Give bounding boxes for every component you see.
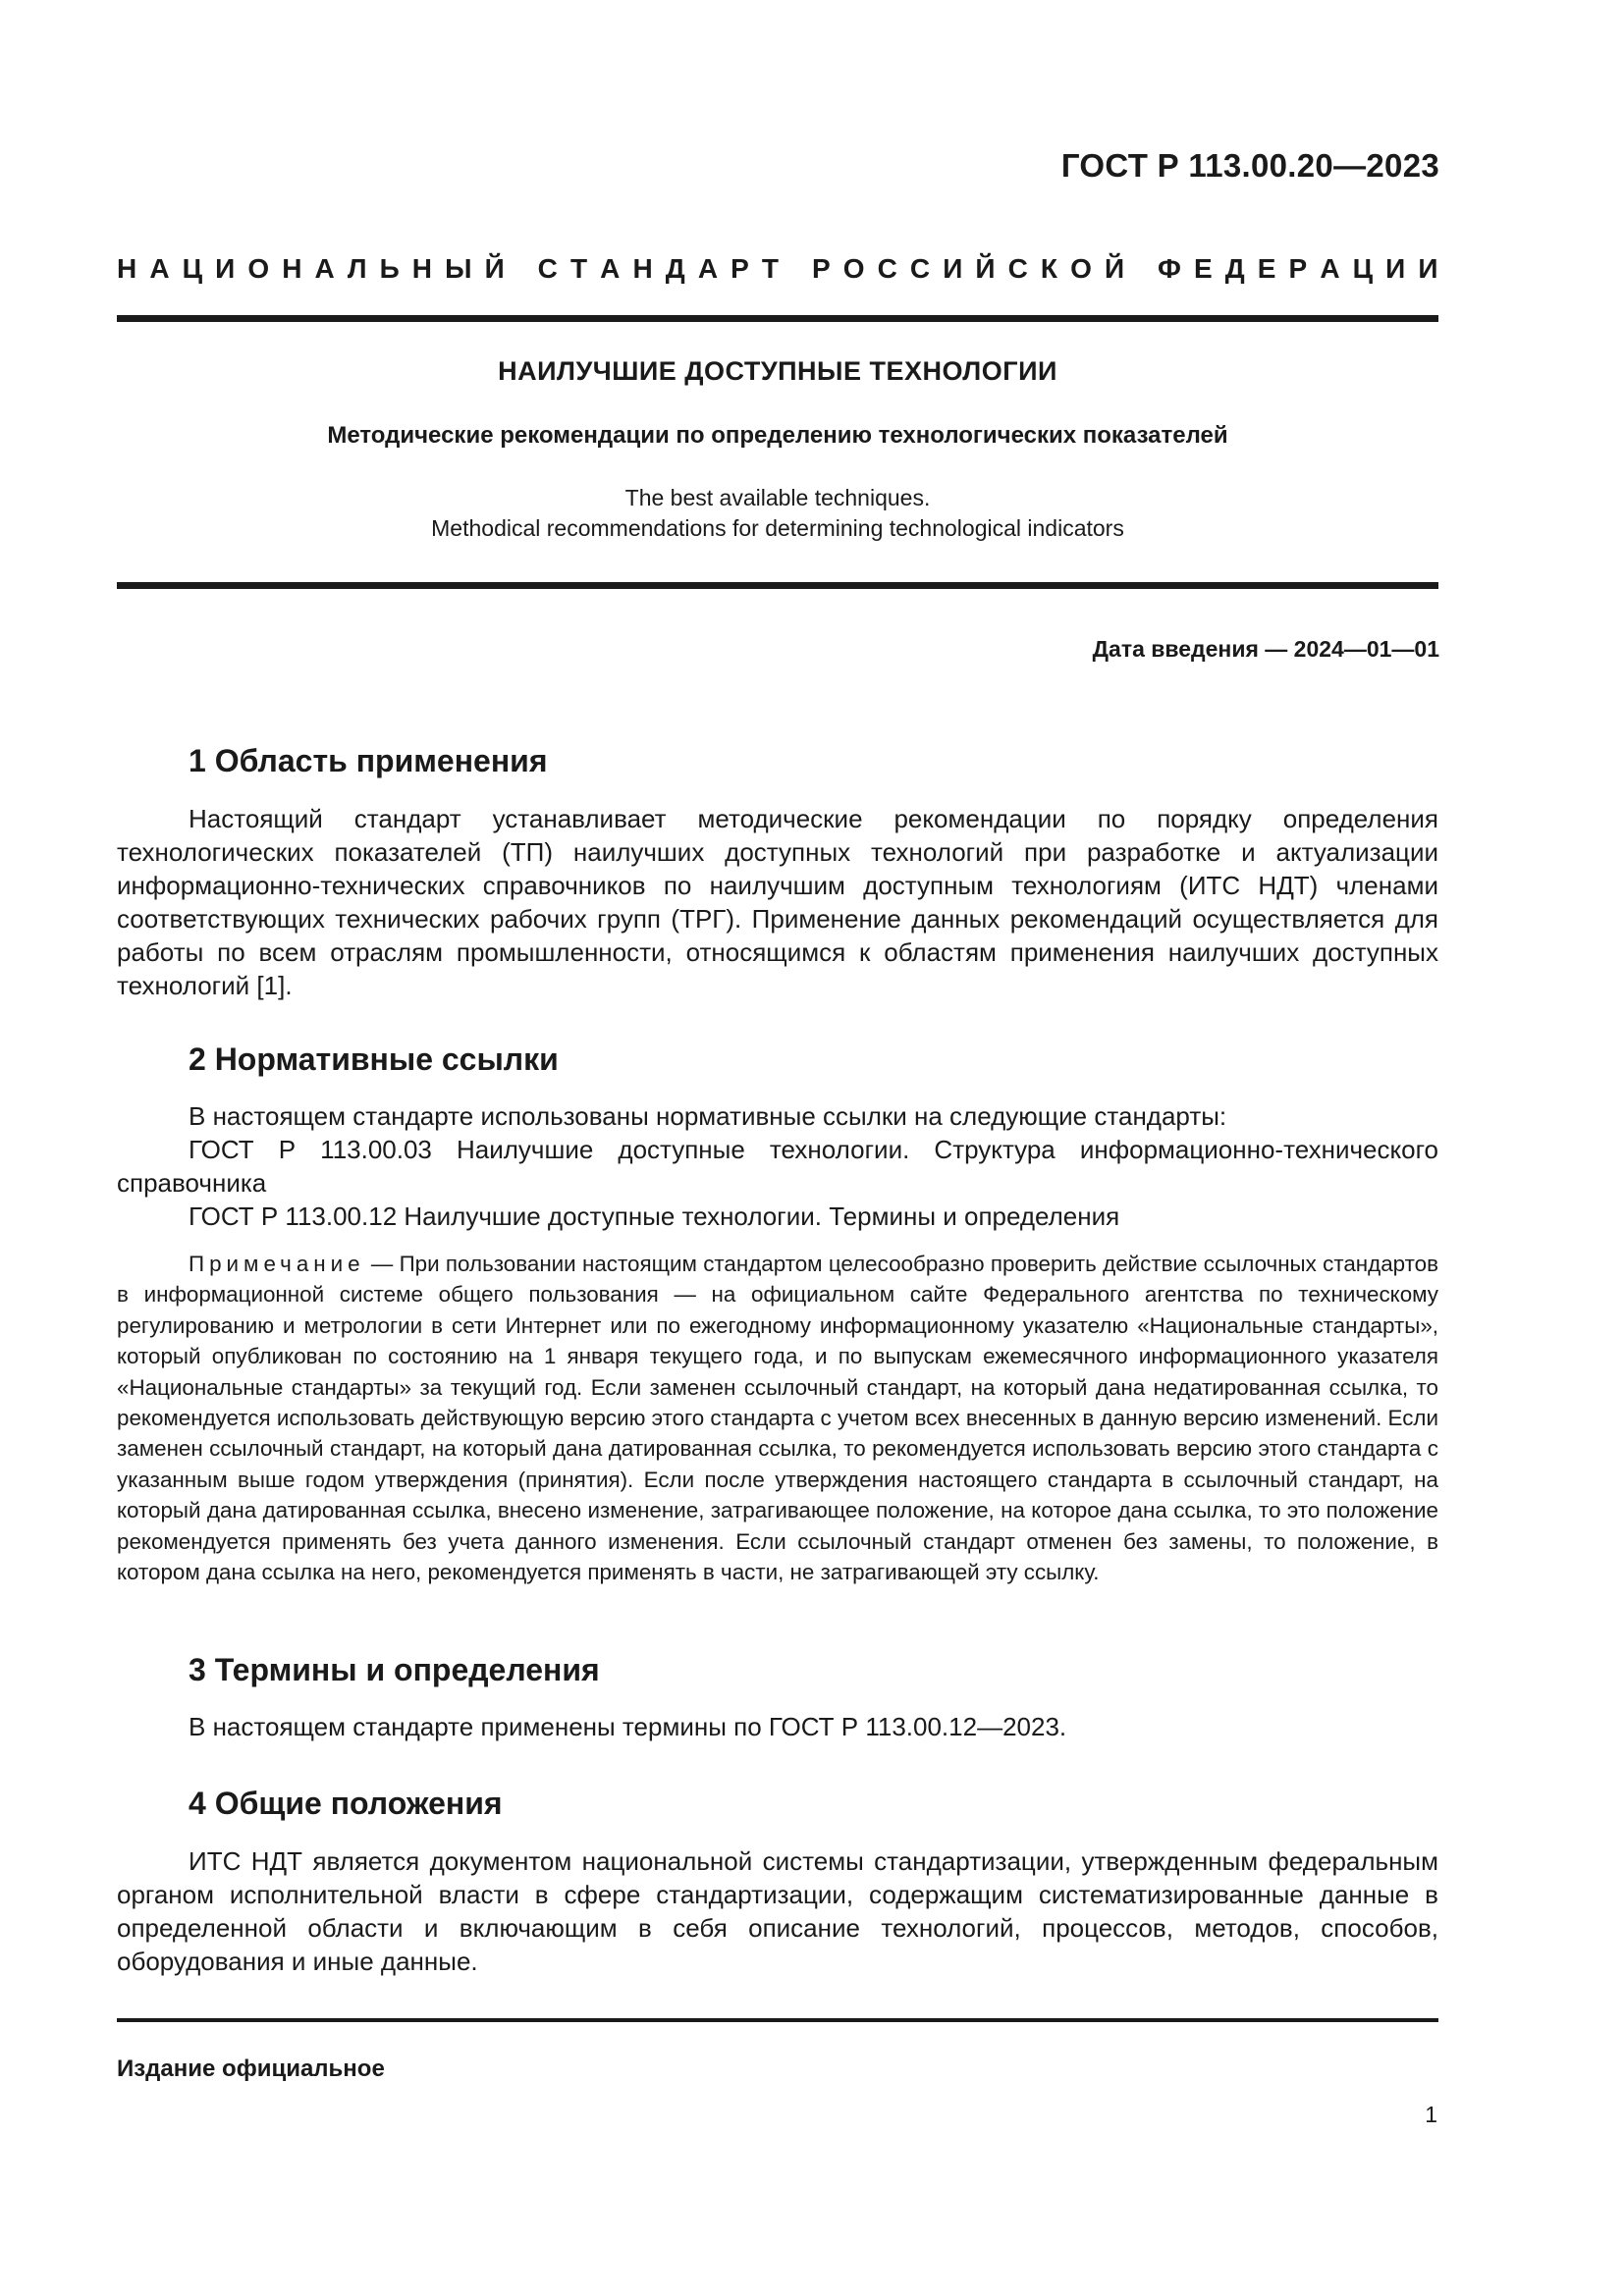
heading-letter: Д [1224,253,1245,284]
heading-letter: Т [569,253,588,284]
heading-letter: Р [731,253,749,284]
heading-letter: Й [484,253,505,284]
note-label: Примечание [189,1252,365,1276]
heading-letter: Ф [1158,253,1181,284]
normative-reference-1: ГОСТ Р 113.00.03 Наилучшие доступные технологии. Структура информационно-технического справочника [117,1135,1438,1198]
heading-letter: Е [1257,253,1276,284]
heading-letter: А [1320,253,1340,284]
heading-letter: Т [761,253,779,284]
heading-letter: Н [117,253,137,284]
page-number: 1 [1425,2102,1437,2127]
heading-letter: Й [975,253,996,284]
heading-letter: Р [811,253,831,284]
heading-letter: И [1385,253,1406,284]
heading-letter: Н [632,253,653,284]
heading-letter: О [247,253,270,284]
heading-letter: И [1418,253,1438,284]
section-2-heading: 2 Нормативные ссылки [189,1041,559,1077]
section-3-text: В настоящем стандарте применены термины по ГОСТ Р 113.00.12—2023. [189,1712,1067,1741]
english-title-line-2: Methodical recommendations for determining technological indicators [431,515,1124,541]
heading-gap [1137,253,1145,285]
heading-letter: Й [1104,253,1125,284]
document-title: НАИЛУЧШИЕ ДОСТУПНЫЕ ТЕХНОЛОГИИ [498,356,1057,386]
heading-letter: А [314,253,335,284]
heading-letter: Ц [1352,253,1374,284]
heading-letter: Ы [445,253,472,284]
document-subtitle: Методические рекомендации по определению технологических показателей [327,422,1228,449]
heading-letter: О [1070,253,1092,284]
introduction-date: Дата введения — 2024—01—01 [1092,636,1439,662]
section-1-heading: 1 Область применения [189,743,548,778]
heading-letter: И [943,253,963,284]
heading-letter: А [697,253,719,284]
note-paragraph [117,1249,1438,1587]
standard-type-heading [117,253,1438,285]
note-text: — При пользовании настоящим стандартом целесообразно проверить действие ссылочных стандартов в информационной системе общего пользования — на официальном сайте Федерального агентства по техническому регулированию и метрологии в сети Интернет или по ежегодному информационному указателю «Национальные стандарты», который опубликован по состоянию на 1 января текущего года, и по выпускам ежемесячного информационного указателя «Национальные стандарты» за текущий год. Если заменен ссылочный стандарт, на который дана недатированная ссылка, то рекомендуется использовать действующую версию этого стандарта с учетом всех внесенных в данную версию изменений. Если заменен ссылочный стандарт, на который дана датированная ссылка, то рекомендуется использовать версию этого стандарта с указанным выше годом утверждения (принятия). Если после утверждения настоящего стандарта в ссылочный стандарт, на который дана датированная ссылка, внесено изменение, затрагивающее положение, на которое дана ссылка, то это положение рекомендуется применять без учета данного изменения. Если ссылочный стандарт отменен без замены, то положение, в котором дана ссылка на него, рекомендуется применять в части, не затрагивающей эту ссылку. [117,1252,1438,1585]
heading-letter: Н [282,253,302,284]
official-edition-label: Издание официальное [117,2056,385,2082]
top-divider [117,315,1438,322]
heading-letter: С [877,253,897,284]
section-3-heading: 3 Термины и определения [189,1652,600,1687]
heading-letter: С [909,253,931,284]
heading-letter: О [842,253,865,284]
section-2-intro: В настоящем стандарте использованы нормативные ссылки на следующие стандарты: [189,1101,1227,1131]
heading-letter: А [600,253,621,284]
english-title [117,483,1438,544]
heading-letter: Е [1193,253,1213,284]
document-number: ГОСТ Р 113.00.20—2023 [1060,147,1439,184]
heading-letter: Д [665,253,685,284]
section-4-heading: 4 Общие положения [189,1786,503,1821]
heading-letter: Ь [379,253,400,284]
heading-letter: Л [347,253,367,284]
heading-letter: К [1040,253,1057,284]
heading-letter: Ц [182,253,203,284]
section-4-text: ИТС НДТ является документом национальной системы стандартизации, утвержденным федеральным органом исполнительной власти в сфере стандартизации, содержащим систематизированные данные в определенной области и включающим в себя описание технологий, процессов, методов, способов, оборудования и иные данные. [117,1846,1438,1976]
english-title-line-1: The best available techniques. [624,485,931,510]
normative-reference-2: ГОСТ Р 113.00.12 Наилучшие доступные технологии. Термины и определения [189,1201,1120,1231]
footer-divider [117,2018,1438,2022]
heading-letter: С [1007,253,1028,284]
heading-letter: И [215,253,236,284]
heading-gap [791,253,799,285]
heading-letter: С [537,253,558,284]
section-1-text: Настоящий стандарт устанавливает методические рекомендации по порядку определения технологических показателей (ТП) наилучших доступных технологий при разработке и актуализации информационно-технических справочников по наилучшим доступным технологиям (ИТС НДТ) членами соответствующих технических рабочих групп (ТРГ). Применение данных рекомендаций осуществляется для работы по всем отраслям промышленности, относящимся к областям применения наилучших доступных технологий [1]. [117,804,1438,1000]
heading-letter: Н [411,253,433,284]
heading-letter: Р [1288,253,1308,284]
title-divider [117,582,1438,589]
heading-letter: А [149,253,170,284]
heading-gap [517,253,525,285]
